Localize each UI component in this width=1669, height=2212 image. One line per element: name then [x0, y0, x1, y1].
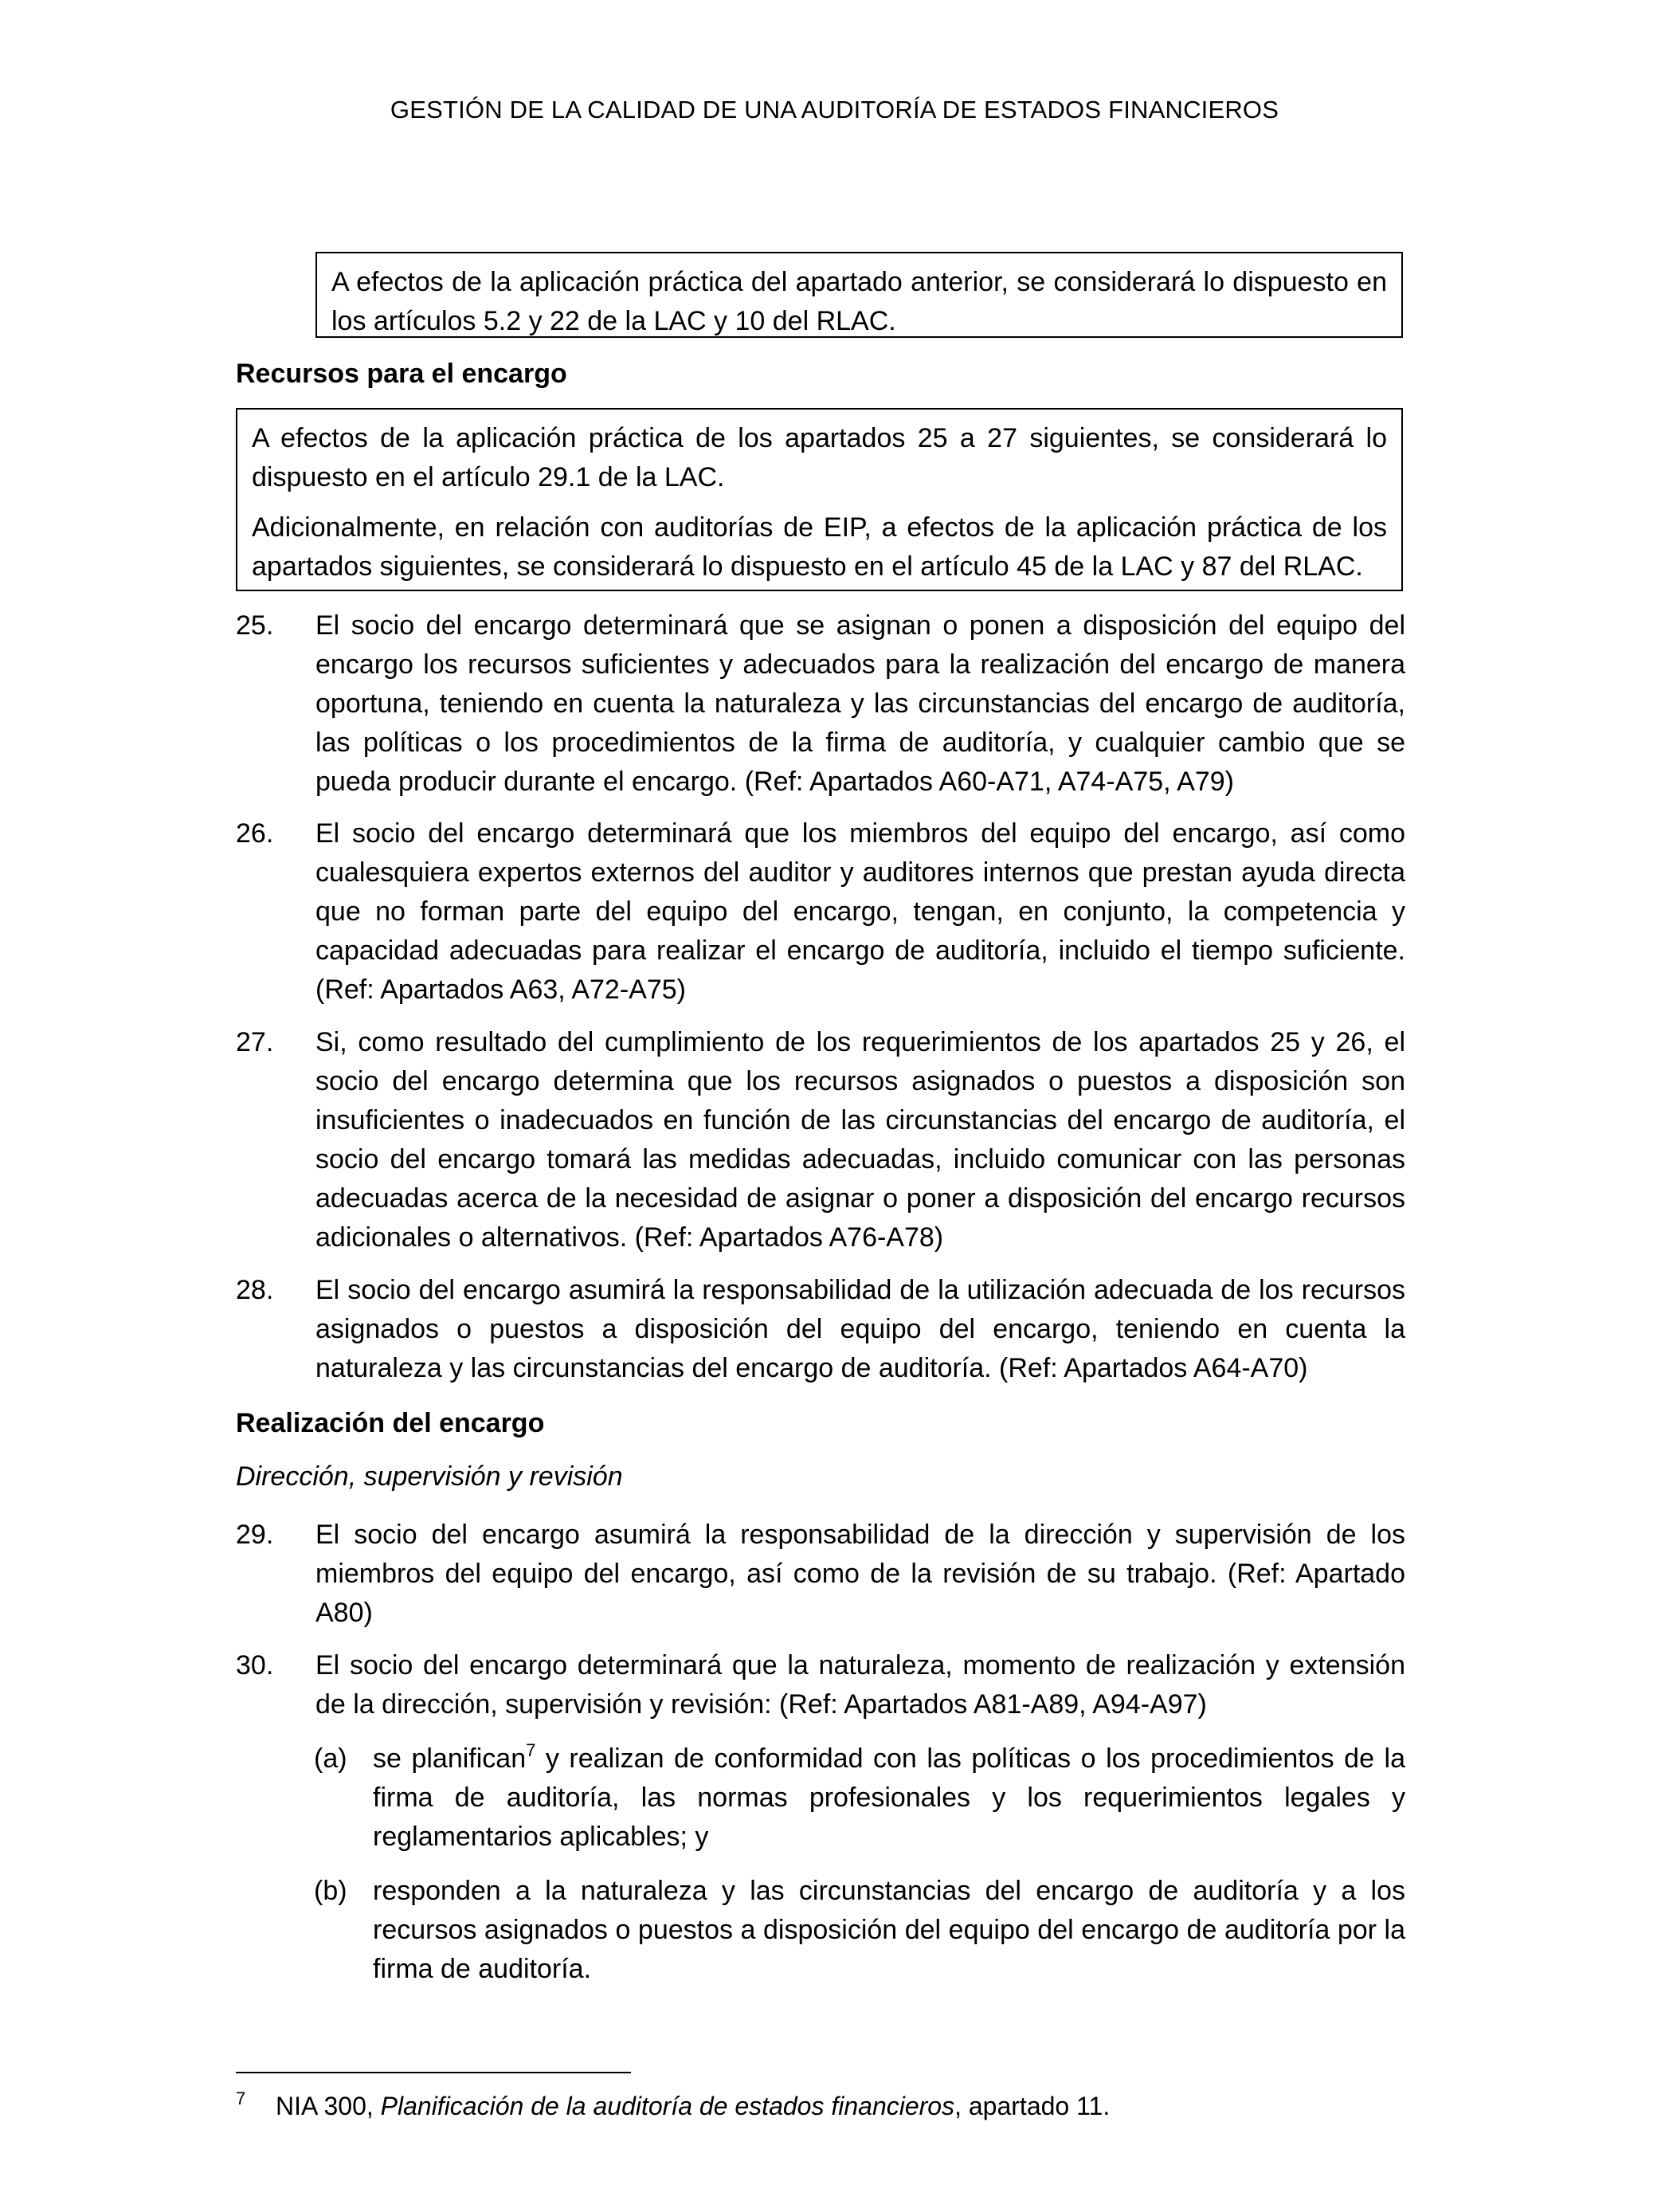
- footnote-reference: 7: [526, 1740, 536, 1760]
- note-box-1: [315, 252, 1403, 338]
- paragraph-29: [236, 1516, 1405, 1633]
- paragraph-26: [236, 814, 1405, 1010]
- note-box-2-paragraph-2: Adicionalmente, en relación con auditorías de EIP, a efectos de la aplicación práctica de los apartados siguientes, se considerará lo dispuesto en el artículo 45 de la LAC y 87 del RLAC.: [252, 512, 1387, 582]
- paragraph-27: [236, 1023, 1405, 1257]
- paragraph-text: El socio del encargo determinará que la naturaleza, momento de realización y extensión de la dirección, supervisión y revisión: (Ref: Apartados A81-A89, A94-A97): [315, 1650, 1405, 1720]
- footnote-cited-title: Planificación de la auditoría de estados financieros: [380, 2092, 955, 2120]
- subsection-heading-direction: Dirección, supervisión y revisión: [236, 1461, 623, 1492]
- footnote-text-end: , apartado 11.: [954, 2092, 1111, 2120]
- note-box-2-paragraph-1: A efectos de la aplicación práctica de los apartados 25 a 27 siguientes, se considerará lo dispuesto en el artículo 29.1 de la LAC.: [252, 423, 1387, 492]
- note-box-2: [236, 408, 1403, 591]
- paragraph-text: El socio del encargo determinará que se asignan o ponen a disposición del equipo del encargo los recursos suficientes y adecuados para la realización del encargo de manera oportuna, teniendo en cuenta la naturaleza y las circunstancias del encargo de auditoría, las políticas o los procedimientos de la firma de auditoría, y cualquier cambio que se pueda producir durante el encargo. (Ref: Apartados A60-A71, A74-A75, A79): [315, 610, 1405, 797]
- paragraph-number: 30.: [236, 1650, 274, 1681]
- paragraph-number: 26.: [236, 818, 274, 849]
- paragraph-text: El socio del encargo asumirá la responsabilidad de la utilización adecuada de los recursos asignados o puestos a disposición del equipo del encargo, teniendo en cuenta la naturaleza y las circunstancias del encargo de auditoría. (Ref: Apartados A64-A70): [315, 1275, 1405, 1383]
- footnote-text-start: NIA 300,: [276, 2092, 381, 2120]
- list-item-label: (a): [314, 1743, 347, 1774]
- list-item-text: responden a la naturaleza y las circunstancias del encargo de auditoría y a los recursos asignados o puestos a disposición del equipo del encargo de auditoría por la firma de auditoría.: [373, 1876, 1405, 1984]
- footnote: [236, 2088, 1111, 2121]
- running-header: GESTIÓN DE LA CALIDAD DE UNA AUDITORÍA DE ESTADOS FINANCIEROS: [390, 96, 1279, 124]
- paragraph-text: El socio del encargo asumirá la responsabilidad de la dirección y supervisión de los miembros del equipo del encargo, así como de la revisión de su trabajo. (Ref: Apartado A80): [315, 1520, 1405, 1628]
- list-item-b: [314, 1872, 1405, 1989]
- list-item-text-start: se planifican: [373, 1743, 527, 1774]
- paragraph-number: 28.: [236, 1275, 274, 1305]
- paragraph-number: 27.: [236, 1027, 274, 1057]
- paragraph-text: El socio del encargo determinará que los miembros del equipo del encargo, así como cualesquiera expertos externos del auditor y auditores internos que prestan ayuda directa que no forman parte del equipo del encargo, tengan, en conjunto, la competencia y capacidad adecuadas para realizar el encargo de auditoría, incluido el tiempo suficiente. (Ref: Apartados A63, A72-A75): [315, 818, 1405, 1005]
- list-item-a: [314, 1739, 1405, 1857]
- list-item-text: [373, 1739, 1405, 1857]
- paragraph-30: [236, 1646, 1405, 1724]
- paragraph-text: Si, como resultado del cumplimiento de los requerimientos de los apartados 25 y 26, el socio del encargo determina que los recursos asignados o puestos a disposición son insuficientes o inadecuados en función de las circunstancias del encargo de auditoría, el socio del encargo tomará las medidas adecuadas, incluido comunicar con las personas adecuadas acerca de la necesidad de asignar o poner a disposición del encargo recursos adicionales o alternativos. (Ref: Apartados A76-A78): [315, 1027, 1405, 1253]
- footnote-separator: [236, 2072, 631, 2073]
- paragraph-28: [236, 1271, 1405, 1388]
- footnote-number: 7: [236, 2088, 246, 2108]
- paragraph-number: 29.: [236, 1520, 274, 1550]
- section-heading-resources: Recursos para el encargo: [236, 359, 567, 389]
- paragraph-25: [236, 606, 1405, 802]
- note-box-1-text: A efectos de la aplicación práctica del apartado anterior, se considerará lo dispuesto en los artículos 5.2 y 22 de la LAC y 10 del RLAC.: [331, 267, 1387, 336]
- section-heading-performance: Realización del encargo: [236, 1408, 545, 1438]
- list-item-label: (b): [314, 1876, 347, 1906]
- paragraph-number: 25.: [236, 610, 274, 641]
- list-item-text-end: y realizan de conformidad con las políticas o los procedimientos de la firma de auditoría, las normas profesionales y los requerimientos legales y reglamentarios aplicables; y: [373, 1743, 1405, 1852]
- footnote-text: [276, 2092, 1110, 2120]
